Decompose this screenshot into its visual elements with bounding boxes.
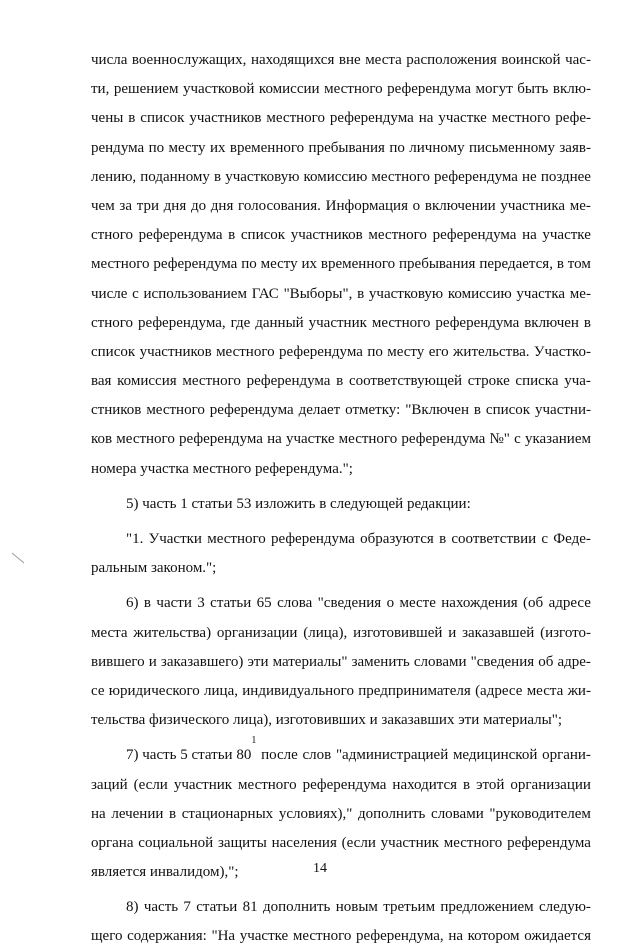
- word: комиссии: [258, 81, 320, 98]
- word: личному: [409, 139, 465, 156]
- word: словами: [413, 653, 467, 670]
- word: чены: [91, 110, 124, 127]
- word: список: [240, 227, 286, 244]
- word: в: [214, 168, 222, 185]
- word: включен: [524, 314, 579, 331]
- word: участке: [438, 110, 487, 127]
- word: его: [428, 343, 449, 360]
- word: на: [448, 928, 464, 945]
- word: местного: [491, 110, 551, 127]
- word: (если: [341, 834, 376, 851]
- word: местного: [292, 928, 352, 945]
- word: по: [241, 256, 257, 273]
- word: данный: [255, 314, 304, 331]
- line-text: является инвалидом),";: [91, 864, 239, 881]
- word: лечении: [111, 805, 164, 822]
- text-line: [91, 104, 591, 133]
- word: части: [156, 595, 192, 612]
- word: по: [389, 139, 405, 156]
- word: об: [538, 653, 554, 670]
- word: №": [489, 431, 510, 448]
- word: местного: [238, 776, 297, 793]
- word: референдума,: [356, 928, 444, 945]
- word: в: [473, 402, 481, 419]
- word: организации: [510, 776, 591, 793]
- text-line: [91, 309, 591, 338]
- text-line: [91, 771, 591, 800]
- text-line: [91, 648, 591, 677]
- word: в: [169, 805, 177, 822]
- word: список: [91, 343, 136, 360]
- text-line: [91, 396, 591, 425]
- word: референдума: [270, 531, 355, 547]
- word: по: [367, 343, 383, 360]
- word: "администрацией: [335, 747, 449, 764]
- word: референдума: [432, 227, 517, 244]
- word: вклю-: [552, 81, 591, 98]
- scan-artifact-mark: [10, 551, 26, 565]
- line-text: тельства физического лица), изготовивших и заказавших эти материалы";: [91, 712, 563, 729]
- word: жи-: [567, 682, 591, 699]
- word: участник: [173, 776, 233, 793]
- word: их: [209, 139, 226, 156]
- word: участке: [542, 227, 591, 244]
- word: комиссия: [117, 373, 177, 390]
- word: в: [143, 595, 151, 612]
- word: (адресе: [475, 682, 523, 699]
- word: ти,: [91, 81, 110, 98]
- word: за: [119, 197, 132, 214]
- word: участковую: [225, 168, 300, 185]
- word: делает: [298, 402, 341, 419]
- word: находится: [392, 776, 458, 793]
- text-line: [91, 589, 591, 618]
- word: "На: [211, 928, 236, 945]
- paragraph: [91, 893, 591, 951]
- word: заменить: [351, 653, 410, 670]
- word: в: [583, 314, 591, 331]
- word: письменному: [469, 139, 555, 156]
- word: участника: [500, 197, 566, 214]
- word: стников: [91, 402, 142, 419]
- word: временного: [320, 256, 396, 273]
- word: местного: [338, 431, 398, 448]
- word: "руководителем: [489, 805, 591, 822]
- word: местного: [324, 81, 383, 98]
- word: "сведения: [470, 653, 535, 670]
- word: следую-: [538, 899, 591, 916]
- word: Участко-: [533, 343, 591, 360]
- word: медицинской: [452, 747, 538, 764]
- word: участни-: [535, 402, 591, 419]
- word: на: [418, 110, 434, 127]
- word: местного: [266, 110, 325, 127]
- word: эти: [247, 653, 269, 670]
- word: месту: [260, 256, 298, 273]
- word: вне: [338, 52, 361, 68]
- word: референдума: [153, 256, 238, 273]
- text-line: [91, 893, 591, 922]
- word: с: [541, 531, 549, 547]
- word: находящихся: [250, 52, 335, 68]
- word: заяв-: [559, 139, 591, 156]
- word: соответствии: [451, 531, 537, 547]
- word: участник: [380, 834, 439, 851]
- word: комиссию: [303, 168, 368, 185]
- word: числа: [91, 52, 128, 68]
- word: ме-: [569, 197, 591, 214]
- word: местного: [371, 168, 430, 185]
- word: отметку:: [345, 402, 401, 419]
- paragraph: [91, 589, 591, 735]
- word: 8): [126, 899, 139, 916]
- word: до: [190, 197, 207, 214]
- word: референдума: [507, 834, 591, 851]
- word: временного: [229, 139, 305, 156]
- word: использованием: [143, 285, 247, 302]
- word: местного: [146, 402, 205, 419]
- word: референдума: [302, 776, 387, 793]
- text-line: [91, 425, 591, 454]
- word: Феде-: [553, 531, 591, 547]
- text-line: [91, 280, 591, 309]
- word: с: [514, 431, 521, 448]
- word: часть: [143, 899, 179, 916]
- word: референдума: [329, 110, 414, 127]
- text-line: [91, 163, 591, 192]
- text-line: [91, 554, 591, 583]
- word: изготовившей: [353, 624, 443, 641]
- word: в: [128, 110, 136, 127]
- word: референдума: [209, 402, 294, 419]
- word: заказавшего): [160, 653, 244, 670]
- word: (об: [523, 595, 544, 612]
- word: социальной: [138, 834, 214, 851]
- word: участников: [290, 227, 363, 244]
- word: адре-: [557, 653, 591, 670]
- word: в: [556, 256, 564, 273]
- line-text: номера участка местного референдума.";: [91, 460, 353, 477]
- word: на: [522, 227, 537, 244]
- text-line: [91, 250, 591, 279]
- text-line: [91, 619, 591, 648]
- word: участник: [308, 314, 367, 331]
- text-line: [91, 221, 591, 250]
- word: органи-: [542, 747, 591, 764]
- word: после: [261, 747, 298, 764]
- word: и: [448, 624, 457, 641]
- paragraph: [91, 46, 591, 484]
- word: дополнить: [263, 899, 331, 916]
- text-line: [91, 800, 591, 829]
- word: стного: [91, 227, 134, 244]
- page-number: 14: [313, 861, 327, 876]
- word: уча-: [564, 373, 591, 390]
- word: на: [267, 431, 282, 448]
- text-line: [91, 706, 591, 735]
- word: референдума: [387, 81, 472, 98]
- word: населения: [271, 834, 337, 851]
- text-line: [91, 192, 591, 221]
- word: котором: [467, 928, 520, 945]
- word: список: [140, 110, 185, 127]
- word: рефе-: [555, 110, 591, 127]
- word: участке: [239, 928, 289, 945]
- word: этой: [476, 776, 505, 793]
- word: передается,: [479, 256, 553, 273]
- text-line: [91, 525, 591, 554]
- word: дня: [210, 197, 234, 214]
- word: где: [230, 314, 251, 331]
- word: слов: [302, 747, 332, 764]
- word: референдума,: [137, 314, 226, 331]
- word: организации: [216, 624, 298, 641]
- word: референдума: [138, 227, 223, 244]
- word: местного: [368, 227, 427, 244]
- word: указанием: [524, 431, 591, 448]
- word: юридического: [108, 682, 200, 699]
- word: статьи: [196, 899, 238, 916]
- word: лению,: [91, 168, 137, 185]
- word: о: [386, 595, 395, 612]
- word: референдума: [279, 343, 363, 360]
- word: (лица),: [303, 624, 348, 641]
- word: с: [132, 285, 139, 302]
- paragraph: [91, 525, 591, 583]
- word: час-: [565, 52, 591, 68]
- word: пребывания: [308, 139, 385, 156]
- word: военнослужащих,: [131, 52, 247, 68]
- word: условиях),": [278, 805, 353, 822]
- line-text: 5) часть 1 статьи 53 изложить в следующей редакции:: [126, 495, 471, 512]
- word: (изгото-: [540, 624, 591, 641]
- word: се: [91, 682, 105, 699]
- word: референдума: [179, 431, 263, 448]
- word: на: [91, 805, 106, 822]
- word: новым: [335, 899, 378, 916]
- word: чем: [91, 197, 115, 214]
- word: "сведения: [317, 595, 382, 612]
- text-line: [91, 46, 591, 75]
- word: участка: [516, 285, 566, 302]
- word: нахождения: [441, 595, 518, 612]
- word: 7: [183, 899, 191, 916]
- word: вившего: [91, 653, 145, 670]
- word: щего: [91, 928, 123, 945]
- word: стационарных: [181, 805, 274, 822]
- word: ГАС: [251, 285, 279, 302]
- word: жительства.: [453, 343, 530, 360]
- text-line: [91, 134, 591, 163]
- word: местного: [182, 373, 241, 390]
- text-line: [91, 922, 591, 951]
- word: месту: [387, 343, 425, 360]
- word: соответствующей: [348, 373, 463, 390]
- word: участников: [189, 110, 262, 127]
- word: местного: [371, 314, 431, 331]
- word: список: [485, 402, 531, 419]
- word: референдума: [246, 373, 331, 390]
- word: местного: [207, 531, 266, 547]
- text-line: [91, 735, 591, 770]
- word: списка: [515, 373, 559, 390]
- text-line: [91, 677, 591, 706]
- word: в: [439, 531, 447, 547]
- word: адресе: [548, 595, 591, 612]
- word: вая: [91, 373, 112, 390]
- word: предложением: [440, 899, 534, 916]
- text-line: [91, 455, 591, 484]
- word: три: [136, 197, 159, 214]
- word: третьим: [383, 899, 436, 916]
- word: числе: [91, 285, 128, 302]
- word: участковой: [182, 81, 255, 98]
- word: комиссию: [447, 285, 512, 302]
- word: местного: [91, 256, 150, 273]
- word: лица,: [204, 682, 238, 699]
- word: поданному: [140, 168, 210, 185]
- word: включении: [424, 197, 496, 214]
- word: заказавшей: [462, 624, 535, 641]
- word: голосования.: [238, 197, 321, 214]
- word: референдума: [401, 431, 486, 448]
- text-line: [91, 829, 591, 858]
- word: воинской: [501, 52, 561, 68]
- word: референдума: [435, 314, 520, 331]
- text-line: [91, 338, 591, 367]
- word: рендума: [91, 139, 145, 156]
- word: защиты: [217, 834, 267, 851]
- word: могут: [475, 81, 513, 98]
- word: "Выборы",: [283, 285, 353, 302]
- word: дня: [163, 197, 187, 214]
- word: о: [412, 197, 421, 214]
- word: в: [228, 227, 236, 244]
- word: в: [463, 776, 471, 793]
- text-line: [91, 75, 591, 104]
- word: стного: [91, 314, 134, 331]
- word: места: [365, 52, 402, 68]
- word: (если: [133, 776, 168, 793]
- word: слова: [277, 595, 313, 612]
- word: 3: [197, 595, 205, 612]
- word: месте: [399, 595, 436, 612]
- article-superscript: 1: [251, 735, 257, 747]
- word: их: [301, 256, 318, 273]
- word: словами: [431, 805, 484, 822]
- word: позднее: [540, 168, 591, 185]
- word: статьи: [210, 595, 252, 612]
- word: "Включен: [405, 402, 469, 419]
- word: участковую: [368, 285, 444, 302]
- word: местного: [116, 431, 175, 448]
- word: места: [526, 682, 564, 699]
- document-body: [91, 46, 591, 952]
- word: 65: [256, 595, 272, 612]
- word: референдума: [434, 168, 518, 185]
- word: материалы": [272, 653, 348, 670]
- word: Информация: [325, 197, 408, 214]
- word: "1.: [126, 531, 144, 547]
- word: ме-: [569, 285, 591, 302]
- word: строке: [467, 373, 510, 390]
- text-line: [91, 367, 591, 396]
- word: места: [91, 624, 128, 641]
- word: 81: [242, 899, 258, 916]
- word: расположения: [406, 52, 497, 68]
- word: участке: [285, 431, 335, 448]
- word: в: [357, 285, 365, 302]
- word: органа: [91, 834, 134, 851]
- word: решением: [113, 81, 179, 98]
- word: быть: [517, 81, 549, 98]
- word: заций: [91, 776, 128, 793]
- word: и: [148, 653, 157, 670]
- line-text: ральным законом.";: [91, 560, 217, 577]
- word: местного: [216, 343, 275, 360]
- word: образуются: [360, 531, 434, 547]
- word: в: [336, 373, 344, 390]
- word: индивидуального: [242, 682, 354, 699]
- word: ожидается: [524, 928, 591, 945]
- word: месту: [168, 139, 206, 156]
- word: ков: [91, 431, 113, 448]
- word: по: [148, 139, 165, 156]
- word: Участки: [148, 531, 202, 547]
- word: участников: [139, 343, 212, 360]
- text-line: [91, 490, 591, 519]
- word: жительства): [133, 624, 212, 641]
- word: пребывания: [399, 256, 476, 273]
- word: предпринимателя: [358, 682, 471, 699]
- word: дополнить: [357, 805, 426, 822]
- paragraph: [91, 490, 591, 519]
- word: содержания:: [127, 928, 207, 945]
- line-text: 7) часть 5 статьи 80: [126, 747, 252, 764]
- word: том: [567, 256, 591, 273]
- word: не: [522, 168, 537, 185]
- word: 6): [126, 595, 139, 612]
- word: местного: [443, 834, 503, 851]
